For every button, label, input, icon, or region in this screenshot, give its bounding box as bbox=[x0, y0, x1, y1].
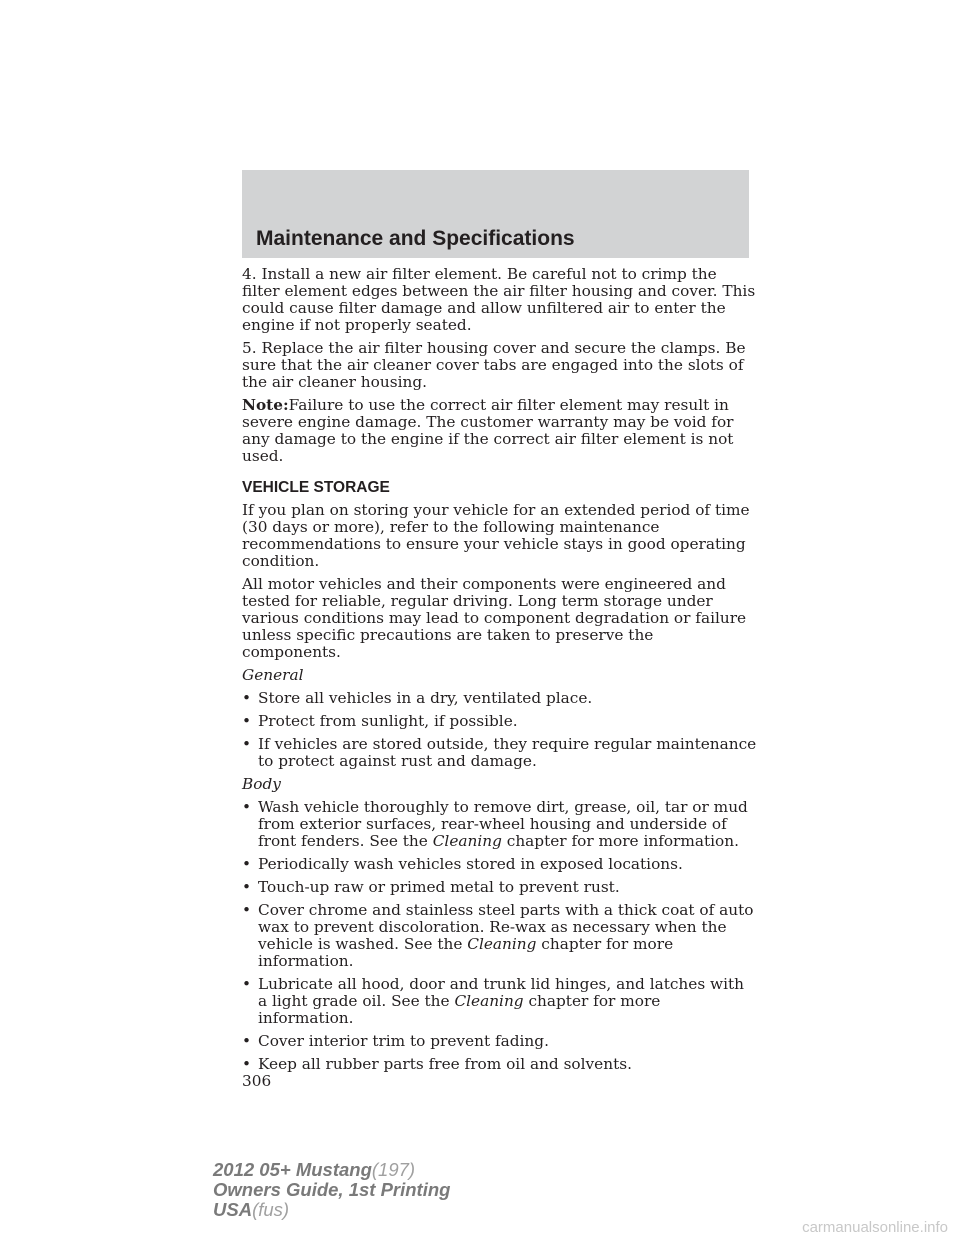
cleaning-reference: Cleaning bbox=[432, 832, 502, 850]
list-item: • Lubricate all hood, door and trunk lid hinges, and latches with a light grade oil. See the Cleaning chapter for more information. bbox=[242, 975, 745, 1027]
list-item: • Touch-up raw or primed metal to prevent rust. bbox=[242, 878, 620, 896]
bullet-icon: • bbox=[242, 1032, 252, 1050]
list-item: • If vehicles are stored outside, they require regular maintenance to protect against rust and damage. bbox=[242, 735, 757, 770]
bullet-icon: • bbox=[242, 901, 252, 919]
storage-intro-1: If you plan on storing your vehicle for an extended period of time (30 days or more), refer to the following maintenance recommendations to ensure your vehicle stays in good operating condition. bbox=[242, 501, 750, 570]
bullet-icon: • bbox=[242, 735, 252, 753]
section-heading-vehicle-storage: VEHICLE STORAGE bbox=[242, 479, 390, 496]
subhead-general: General bbox=[242, 666, 304, 684]
list-item: • Periodically wash vehicles stored in exposed locations. bbox=[242, 855, 683, 873]
storage-intro-2: All motor vehicles and their components were engineered and tested for reliable, regular driving. Long term storage under various conditions may lead to component degradation or failure unless specific precautions are taken to preserve the components. bbox=[242, 575, 747, 661]
paragraph-step-5: 5. Replace the air filter housing cover and secure the clamps. Be sure that the air cleaner cover tabs are engaged into the slots of the air cleaner housing. bbox=[242, 339, 746, 391]
page-content bbox=[242, 266, 757, 1090]
note-label: Note: bbox=[242, 396, 289, 414]
list-item: • Protect from sunlight, if possible. bbox=[242, 712, 518, 730]
cleaning-reference: Cleaning bbox=[454, 992, 524, 1010]
bullet-icon: • bbox=[242, 975, 252, 993]
subhead-body: Body bbox=[242, 775, 281, 793]
list-item: • Cover interior trim to prevent fading. bbox=[242, 1032, 549, 1050]
bullet-icon: • bbox=[242, 689, 252, 707]
section-title: Maintenance and Specifications bbox=[256, 227, 575, 250]
watermark: carmanualsonline.info bbox=[802, 1219, 948, 1236]
bullet-icon: • bbox=[242, 712, 252, 730]
bullet-icon: • bbox=[242, 855, 252, 873]
cleaning-reference: Cleaning bbox=[467, 935, 537, 953]
bullet-icon: • bbox=[242, 798, 252, 816]
bullet-icon: • bbox=[242, 1055, 252, 1073]
paragraph-step-4: 4. Install a new air filter element. Be careful not to crimp the filter element edges between the air filter housing and cover. This could cause filter damage and allow unfiltered air to enter the engine if not properly seated. bbox=[242, 265, 756, 334]
page-number: 306 bbox=[242, 1072, 272, 1090]
list-item: • Wash vehicle thoroughly to remove dirt, grease, oil, tar or mud from exterior surfaces, rear-wheel housing and underside of front fenders. See the Cleaning chapter for more information. bbox=[242, 798, 748, 850]
footer-market-code: (fus) bbox=[252, 1199, 290, 1220]
footer-model: 2012 05+ Mustang bbox=[213, 1159, 372, 1180]
footer-market: USA bbox=[213, 1199, 253, 1220]
bullet-icon: • bbox=[242, 878, 252, 896]
list-item: • Keep all rubber parts free from oil and solvents. bbox=[242, 1055, 632, 1073]
list-item: • Cover chrome and stainless steel parts with a thick coat of auto wax to prevent discoloration. Re-wax as necessary when the vehicle is washed. See the Cleaning chapter for more information. bbox=[242, 901, 754, 970]
list-item: • Store all vehicles in a dry, ventilated place. bbox=[242, 689, 593, 707]
footer-model-code: (197) bbox=[371, 1159, 416, 1180]
note-text: Failure to use the correct air filter element may result in severe engine damage. The customer warranty may be void for any damage to the engine if the correct air filter element is not used. bbox=[242, 396, 734, 465]
note-paragraph bbox=[242, 397, 757, 465]
print-footer bbox=[213, 1160, 450, 1220]
footer-printing: Owners Guide, 1st Printing bbox=[213, 1179, 451, 1200]
